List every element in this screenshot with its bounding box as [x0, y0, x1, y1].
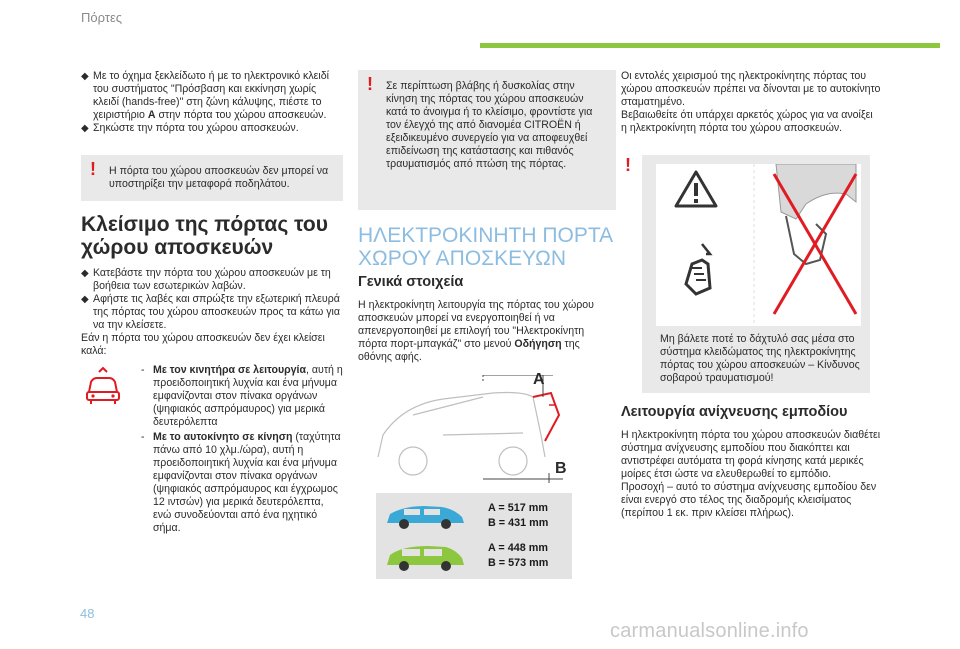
item-text: , αυτή η προειδοποιητική λυχνία και ένα μήνυμα εμφανίζονται στον πίνακα οργάνων (ψηφιακός ασπρόμαυρος) για μερικά δευτερόλεπτα: [153, 364, 343, 428]
car-silhouette-icon: [384, 501, 468, 531]
warning-text: Η πόρτα του χώρου αποσκευών δεν μπορεί να υποστηρίξει την μεταφορά ποδηλάτου.: [109, 165, 329, 190]
tailgate-dimension-diagram: [373, 375, 573, 485]
dimension-label-a: A: [533, 371, 545, 388]
section-accent-bar: [480, 43, 940, 48]
warning-box: [358, 70, 616, 210]
boot-open-warning-icon: [81, 366, 125, 410]
page-number: 48: [80, 606, 95, 621]
column-1: [81, 70, 343, 535]
bullet-icon: ◆: [81, 71, 89, 82]
column-3-lower: [621, 406, 883, 520]
warning-icon: !: [90, 159, 96, 179]
sub-heading: Γενικά στοιχεία: [358, 274, 464, 290]
warning-icon: !: [625, 155, 631, 175]
item-bold: Με το αυτοκίνητο σε κίνηση: [153, 431, 293, 443]
bullet-icon: ◆: [81, 123, 89, 134]
bullet-text: Κατεβάστε την πόρτα του χώρου αποσκευών με τη βοήθεια των εσωτερικών λαβών.: [93, 267, 331, 292]
pinch-warning-box: [625, 155, 870, 393]
menu-name: Οδήγηση: [514, 338, 562, 350]
table-row: [376, 495, 572, 537]
warning-icon: !: [367, 74, 373, 94]
warning-box: [81, 155, 343, 201]
dimension-a-value: A = 517 mm: [488, 502, 548, 514]
paragraph: Προσοχή – αυτό το σύστημα ανίχνευσης εμποδίου δεν είναι ενεργό στο τέλος της διαδρομής κλεισίματος (περίπου 1 εκ. πριν κλείσει πλήρως).: [621, 481, 877, 519]
dimension-table: [376, 493, 572, 579]
bullet-text: Σηκώστε την πόρτα του χώρου αποσκευών.: [93, 122, 299, 134]
column-2: [358, 70, 616, 364]
dimension-b-value: B = 431 mm: [488, 517, 549, 529]
item-text: (ταχύτητα πάνω από 10 χλμ./ώρα), αυτή η προειδοποιητική λυχνία και ένα μήνυμα εμφανίζονται στον πίνακα οργάνων (ψηφιακός ασπρόμαυρος και έγχρωμος 12 ιντσών) για μερικά δευτερόλεπτα, ενώ συνοδεύονται από ένα ηχητικό σήμα.: [153, 431, 341, 534]
dimension-b-value: B = 573 mm: [488, 557, 549, 569]
bullet-icon: ◆: [81, 268, 89, 279]
warning-text: Σε περίπτωση βλάβης ή δυσκολίας στην κίνηση της πόρτας του χώρου αποσκευών κατά το άνοιγμα ή το κλείσιμο, φροντίστε για τον έλεγχό της από διανομέα CITROËN ή εξειδικευμένο συνεργείο για να αποφευχθεί επιδείνωση της κατάστασης και πιθανός τραυματισμός από πτώση της πόρτας.: [386, 80, 593, 170]
list-item: [81, 122, 343, 135]
list-item: - Με το αυτοκίνητο σε κίνηση (ταχύτητα πάνω από 10 χλμ./ώρα), αυτή η προειδοποιητική λυχνία και ένα μήνυμα εμφανίζονται στον πίνακα οργάνων (ψηφιακός ασπρόμαυρος και έγχρωμος 12 ιντσών) για μερικά δευτερόλεπτα, ενώ συνοδεύονται από ένα ηχητικό σήμα.: [141, 431, 341, 534]
dimension-label-b: B: [555, 460, 567, 477]
watermark: carmanualsonline.info: [610, 620, 809, 642]
bullet-text: Με το όχημα ξεκλείδωτο ή με το ηλεκτρονικό κλειδί του συστήματος "Πρόσβαση και εκκίνηση χωρίς κλειδί (hands-free)" στη ζώνη κάλυψης, πιέστε το χειριστήριο: [93, 70, 329, 121]
column-3: [621, 70, 881, 135]
pinch-hazard-illustration: [656, 164, 861, 326]
bullet-text-tail: στην πόρτα του χώρου αποσκευών.: [158, 109, 327, 121]
section-heading: ΗΛΕΚΤΡΟΚΙΝΗΤΗ ΠΟΡΤΑ ΧΩΡΟΥ ΑΠΟΣΚΕΥΩΝ: [358, 224, 612, 270]
list-item: [81, 70, 343, 122]
bullet-icon: ◆: [81, 294, 89, 305]
paragraph: Η ηλεκτροκίνητη πόρτα του χώρου αποσκευών διαθέτει σύστημα ανίχνευσης εμποδίου που διακόπτει και αντιστρέφει αυτόματα τη φορά κίνησης κατά μερικές μοίρες έτσι ώστε να ελευθερωθεί το εμπόδιο.: [621, 429, 881, 480]
paragraph: Οι εντολές χειρισμού της ηλεκτροκίνητης πόρτας του χώρου αποσκευών πρέπει να δίνονται με το αυτοκίνητο σταματημένο.: [621, 70, 881, 108]
paragraph: Η ηλεκτροκίνητη λειτουργία της πόρτας του χώρου αποσκευών μπορεί να ενεργοποιηθεί ή να απενεργοποιηθεί με επιλογή του "Ηλεκτροκίνητη πόρτα πορτ-μπαγκάζ" στο μενού Οδήγηση της οθόνης αφής.: [358, 299, 594, 363]
bullet-text: Αφήστε τις λαβές και σπρώξτε την εξωτερική πλευρά της πόρτας του χώρου αποσκευών προς τα κάτω για να την κλείσετε.: [93, 293, 341, 331]
note-text: Εάν η πόρτα του χώρου αποσκευών δεν έχει κλείσει καλά:: [81, 332, 325, 357]
section-title: Πόρτες: [81, 10, 123, 25]
list-item: [81, 293, 343, 332]
car-silhouette-icon: [384, 543, 468, 573]
sub-heading: Λειτουργία ανίχνευσης εμποδίου: [621, 404, 848, 420]
control-letter: A: [147, 109, 156, 121]
dimension-a-value: A = 448 mm: [488, 542, 548, 554]
item-bold: Με τον κινητήρα σε λειτουργία: [153, 364, 307, 376]
list-item: [81, 267, 343, 293]
warning-text: Μη βάλετε ποτέ το δάχτυλό σας μέσα στο σύστημα κλειδώματος της ηλεκτροκίνητης πόρτας του χώρου αποσκευών – Κίνδυνος σοβαρού τραυματισμού!: [660, 333, 860, 384]
warning-lamp-section: [81, 364, 343, 535]
table-row: [376, 537, 572, 579]
paragraph: Βεβαιωθείτε ότι υπάρχει αρκετός χώρος για να ανοίξει η ηλεκτροκίνητη πόρτα του χώρου αποσκευών.: [621, 109, 873, 134]
section-heading: Κλείσιμο της πόρτας του χώρου αποσκευών: [81, 213, 328, 259]
list-item: - Με τον κινητήρα σε λειτουργία, αυτή η προειδοποιητική λυχνία και ένα μήνυμα εμφανίζονται στον πίνακα οργάνων (ψηφιακός ασπρόμαυρος) για μερικά δευτερόλεπτα: [141, 364, 343, 428]
